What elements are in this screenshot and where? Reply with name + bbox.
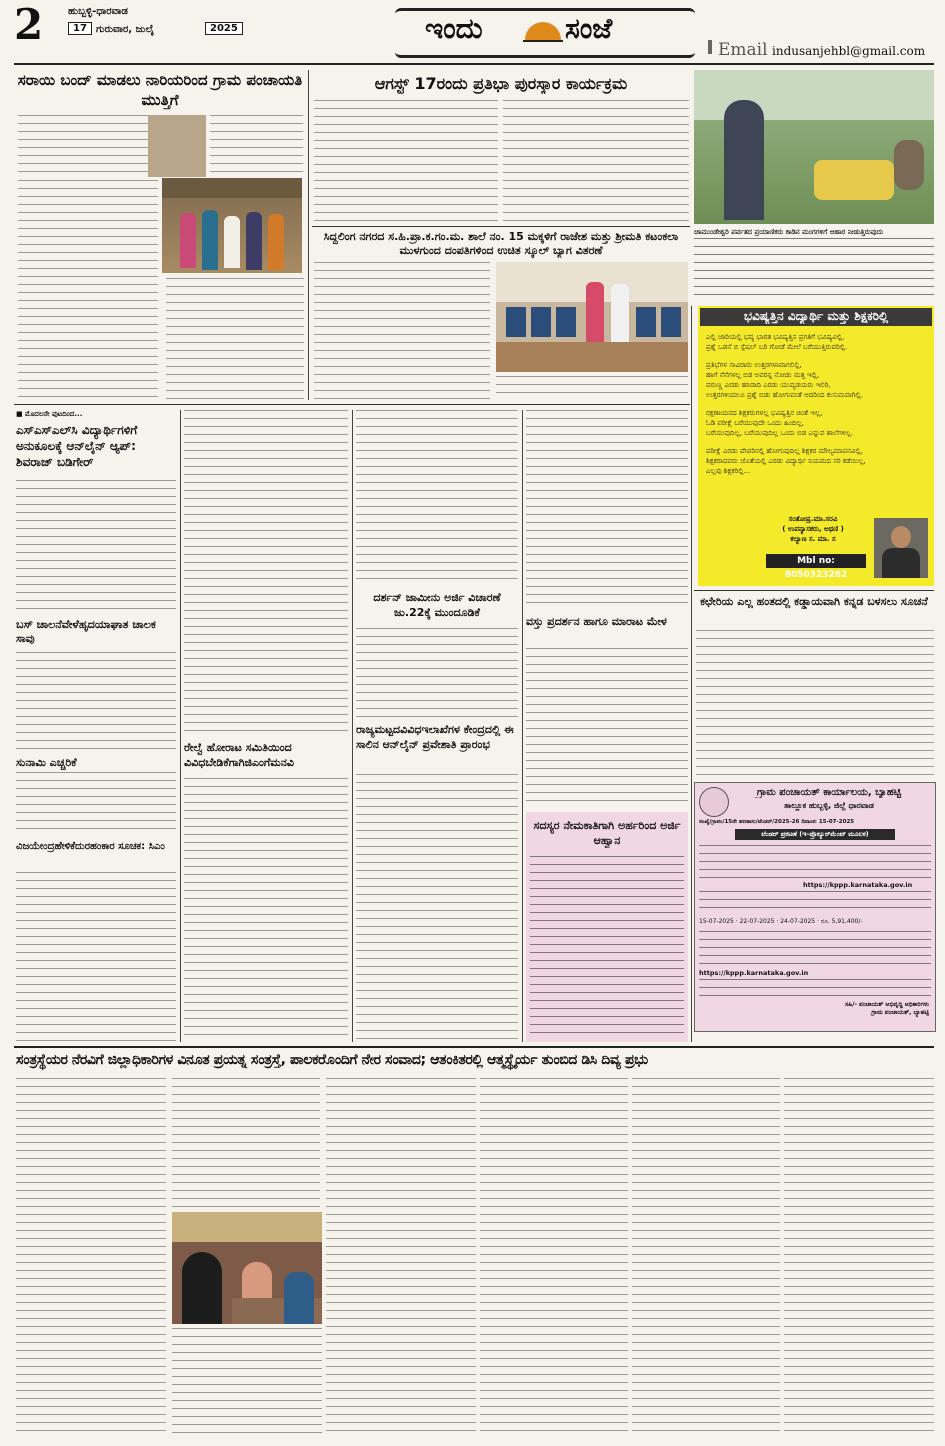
photo-1 bbox=[162, 178, 302, 273]
tender-notice: ಗ್ರಾಮ ಪಂಚಾಯತ್ ಕಾರ್ಯಾಲಯ, ಬ್ಯಾಹಟ್ಟಿ ತಾಲ್ಲೂಕ ಹುಬ್ಬಳ್ಳಿ, ಜಿಲ್ಲೆ ಧಾರವಾಡ ಸಂಖ್ಯೆ/ಗ್ರಾಪಂ/15ನೇ ಹಣಕಾಸು/ಟೆಂಡರ್/2025-26 ದಿನಾಂಕ: 15-07-2025 ಟೆಂಡರ್ ಪ್ರಕಟಣೆ (ಇ-ಪ್ರೊಕ್ಯೂರ್‌ಮೆಂಟ್ ಮೂಲಕ) https://kppp.karnataka.gov.in 15-07-2025 · 22-07-2025 · 24-07-2025 · ರೂ. 5,91,400/- https://kppp.karnataka.gov.in ಸಹಿ/- ಪಂಚಾಯತ್ ಅಭಿವೃದ್ಧಿ ಅಧಿಕಾರಿಗಳು ಗ್ರಾಮ ಪಂಚಾಯತ್, ಬ್ಯಾಹಟ್ಟಿ bbox=[694, 782, 936, 1032]
poem-line: ಪರೀಕ್ಷೆ ಎರಡು ಪೇಪರಿನಲ್ಲಿ ಹೋಗುವುದಿಲ್ಲ ಶಿಕ್ಷಕರ ಮೌಲ್ಯಮಾಪನವಿಲ್ಲಿ, bbox=[706, 447, 863, 455]
emblem-icon bbox=[699, 787, 729, 817]
poem-line: ಶಿಕ್ಷಕರಾದವರು ಜೊತೆಯಲ್ಲಿ ಎರಡು ವಿದ್ಯಾರ್ಥಿ ನಿಯಮದ ಸರಿ ಕಡೆಯಿಲ್ಲ, bbox=[706, 457, 866, 465]
body-11 bbox=[184, 778, 348, 1042]
author-photo bbox=[874, 518, 928, 578]
headline-12: ದರ್ಶನ್ ಜಾಮೀನು ಅರ್ಜಿ ವಿಚಾರಣೆ ಜು.22ಕ್ಕೆ ಮುಂದೂಡಿಕೆ bbox=[373, 591, 501, 619]
poem-box bbox=[698, 306, 934, 586]
masthead-logo bbox=[395, 8, 695, 52]
photo-16 bbox=[172, 1212, 322, 1324]
body-16f bbox=[632, 1078, 780, 1438]
headline-15: ಸದಸ್ಯರ ನೇಮಕಾತಿಗಾಗಿ ಅರ್ಹರಿಂದ ಅರ್ಜಿ ಆಹ್ವಾನ bbox=[533, 819, 681, 847]
body-4 bbox=[314, 262, 490, 400]
logo-right-text: ಸಂಜೆ bbox=[565, 12, 613, 45]
tender-district: ತಾಲ್ಲೂಕ ಹುಬ್ಬಳ್ಳಿ, ಜಿಲ್ಲೆ ಧಾರವಾಡ bbox=[784, 801, 874, 810]
tender-amount: ರೂ. 5,91,400/- bbox=[820, 918, 863, 925]
body-7 bbox=[16, 480, 176, 612]
tender-sign-2: ಗ್ರಾಮ ಪಂಚಾಯತ್, ಬ್ಯಾಹಟ್ಟಿ bbox=[871, 1009, 929, 1016]
masthead-rule bbox=[14, 63, 934, 65]
headline-9: ಸುನಾಮಿ ಎಚ್ಚರಿಕೆ bbox=[16, 756, 77, 769]
poem-lines bbox=[706, 332, 928, 476]
headline-11: ರೇಲ್ವೆ ಹೋರಾಟ ಸಮಿತಿಯಿಂದ ವಿವಿಧಬೇಡಿಕೆಗಾಗಿಜಿಎಂಗೆಮನವಿ bbox=[184, 741, 294, 769]
poem-line: ಓಡಿ ಪರೀಕ್ಷೆ ಬರೆಯುವುದೇ ಒಂದು ಹಿಂದಿಲ್ಲ, bbox=[706, 419, 805, 427]
photo-1-small bbox=[148, 115, 206, 177]
caption-3-body bbox=[694, 238, 934, 302]
headline-6: ಕಛೇರಿಯ ಎಲ್ಲ ಹಂತದಲ್ಲಿ ಕಡ್ಡಾಯವಾಗಿ ಕನ್ನಡ ಬಳಸಲು ಸೂಚನೆ bbox=[700, 595, 928, 608]
body-2b bbox=[503, 100, 689, 222]
body-16g bbox=[784, 1078, 934, 1438]
page-number: 2 bbox=[14, 0, 44, 49]
poem-line: ಪ್ರಶ್ನೆ ಒಡನೆ ಬಿ ಸ್ಪೆಷಲ್ ಬರಿ ಗೋಡೆ ಮೇಲೆ ಬರೆಯುತ್ತಿರುವರಿಲ್ಲಿ. bbox=[706, 343, 848, 351]
body-16c bbox=[172, 1328, 322, 1438]
photo-4 bbox=[496, 262, 688, 372]
body-10 bbox=[16, 872, 176, 1042]
body-6 bbox=[696, 630, 934, 778]
headline-13: ವಸ್ತು ಪ್ರದರ್ಶನ ಹಾಗೂ ಮಾರಾಟ ಮೇಳ bbox=[526, 615, 667, 628]
headline-10: ವಿಜಯೇಂದ್ರಹೇಳಿಕೆದುರಹಂಕಾರ ಸೂಚಕ: ಸಿಎಂ bbox=[16, 841, 165, 852]
tender-url-2[interactable]: https://kppp.karnataka.gov.in bbox=[699, 969, 809, 977]
logo-left-text: ಇಂದು bbox=[425, 12, 483, 45]
body-2a bbox=[314, 100, 498, 222]
tender-date-3: 24-07-2025 bbox=[780, 918, 816, 925]
body-1c bbox=[18, 180, 158, 400]
body-16b bbox=[172, 1078, 320, 1208]
continued-kicker: ■ ಮೊದಲನೇ ಪುಟದಿಂದ... bbox=[16, 410, 83, 418]
masthead-weekday: ಗುರುವಾರ, ಜುಲೈ bbox=[96, 24, 155, 35]
email-label: Email bbox=[718, 40, 768, 60]
tender-sign-1: ಸಹಿ/- ಪಂಚಾಯತ್ ಅಭಿವೃದ್ಧಿ ಅಧಿಕಾರಿಗಳು bbox=[844, 1001, 929, 1008]
headline-8: ಬಸ್ ಚಾಲನೆವೇಳೆಹೃದಯಾಘಾತ ಚಾಲಕ ಸಾವು bbox=[16, 618, 156, 645]
poem-mobile: Mbl no: 8050323262 bbox=[766, 554, 866, 568]
masthead-location: ಹುಬ್ಬಳ್ಳಿ-ಧಾರವಾಡ bbox=[68, 6, 128, 17]
caption-4 bbox=[496, 376, 688, 400]
caption-3: ಚಾಮುಂಡೇಶ್ವರಿ ಪರ್ವತದ ಪ್ರಯಾಣಿಕರು ಕಾಡಿನ ಮಂಗಗಳಿಗೆ ಆಹಾರ ನೀಡುತ್ತಿರುವುದು bbox=[694, 228, 884, 236]
poem-line: ಎಲ್ಲವು ಶಿಕ್ಷಕರಿಲ್ಲಿ... bbox=[706, 467, 751, 475]
body-14 bbox=[356, 774, 518, 1042]
tender-org: ಗ್ರಾಮ ಪಂಚಾಯತ್ ಕಾರ್ಯಾಲಯ, ಬ್ಯಾಹಟ್ಟಿ bbox=[756, 787, 902, 798]
poem-line: ಪ್ರತಿಭೆಗಳ ಸಾವಿರಾರು ಉತ್ತರಗಳಾವಾಗಲಿಲ್ಲಿ, bbox=[706, 361, 802, 369]
tender-ref: ಸಂಖ್ಯೆ/ಗ್ರಾಪಂ/15ನೇ ಹಣಕಾಸು/ಟೆಂಡರ್/2025-26 ದಿನಾಂಕ: 15-07-2025 bbox=[699, 819, 855, 825]
body-16e bbox=[480, 1078, 628, 1438]
body-12 bbox=[356, 628, 518, 720]
poem-line: ಉತ್ತರಗಳಿಂದಲೂ ಪ್ರಶ್ನೆ ಬಿಡು ಹೋಗುವಂತೆ ಆದರಿಂದ ಕುಸುಮವಾಗಿಲ್ಲಿ. bbox=[706, 391, 864, 399]
body-1a bbox=[18, 115, 148, 175]
recruitment-box bbox=[526, 812, 688, 1042]
tender-date-1: 15-07-2025 bbox=[699, 918, 734, 925]
headline-14: ರಾಜ್ಯಮಟ್ಟದವಿವಿಧಇಲಾಖೆಗಳ ಕೇಂದ್ರದಲ್ಲಿ ಈ ಸಾಲಿನ ಆನ್‌ಲೈನ್ ಪ್ರವೇಶಾತಿ ಪ್ರಾರಂಭ bbox=[356, 723, 514, 751]
poem-line: ಎಲ್ಲಿ ಜಾರಿಯಲ್ಲಿ ಭವ್ಯ ಭಾರತ ಭವಿಷ್ಯತ್ತಿನ ಪ್ರಗತಿಗೆ ಭವಿಷ್ಯವಿಲ್ಲಿ, bbox=[706, 333, 845, 341]
body-16a bbox=[16, 1078, 166, 1438]
tender-title: ಟೆಂಡರ್ ಪ್ರಕಟಣೆ (ಇ-ಪ್ರೊಕ್ಯೂರ್‌ಮೆಂಟ್ ಮೂಲಕ) bbox=[735, 829, 895, 840]
headline-16: ಸಂತ್ರಸ್ಥೆಯರ ನೆರವಿಗೆ ಜಿಲ್ಲಾಧಿಕಾರಿಗಳ ವಿನೂತ ಪ್ರಯತ್ನ ಸಂತ್ರಸ್ತೆ, ಪಾಲಕರೊಂದಿಗೆ ನೇರ ಸಂವಾದ; ಆತಂಕಿತರಲ್ಲಿ ಆತ್ಮಸ್ಥೈರ್ಯ ತುಂಬಿದ ಡಿಸಿ ದಿವ್ಯ ಪ್ರಭು bbox=[16, 1052, 648, 1068]
body-col2 bbox=[184, 410, 348, 736]
poem-author-role: ( ಉಪನ್ಯಾಸಕರು, ಅಥಣಿ ) bbox=[782, 525, 844, 533]
body-13 bbox=[526, 648, 688, 808]
headline-4: ಸಿದ್ದಲಿಂಗ ನಗರದ ಸ.ಹಿ.ಪ್ರಾ.ಕ.ಗಂ.ಮ. ಶಾಲೆ ನಂ. 15 ಮಕ್ಕಳಿಗೆ ರಾಜೇಶ ಮತ್ತು ಶ್ರೀಮತಿ ಕಟಂಕಲಾ ಮುಳಗುಂದ ದಂಪತಿಗಳಿಂದ ಉಚಿತ ಸ್ಕೂಲ್ ಬ್ಯಾಗ ವಿತರಣೆ bbox=[323, 230, 679, 257]
tender-date-2: 22-07-2025 bbox=[739, 918, 775, 925]
headline-2: ಆಗಸ್ಟ್ 17ರಂದು ಪ್ರತಿಭಾ ಪುರಸ್ಕಾರ ಕಾರ್ಯಕ್ರಮ bbox=[374, 74, 628, 93]
poem-author-place: ಕಲ್ಯಾಣ ಸ. ಮಾ. ಸ bbox=[790, 535, 836, 543]
headline-1: ಸರಾಯಿ ಬಂದ್ ಮಾಡಲು ನಾರಿಯರಿಂದ ಗ್ರಾಮ ಪಂಚಾಯತಿ ಮುತ್ತಿಗೆ bbox=[17, 71, 303, 109]
photo-3 bbox=[694, 70, 934, 224]
email-bar bbox=[708, 40, 712, 54]
body-col4 bbox=[526, 410, 688, 610]
body-9 bbox=[16, 772, 176, 836]
masthead-date: 17 bbox=[68, 22, 92, 35]
email-address[interactable]: indusanjehbl@gmail.com bbox=[772, 44, 926, 58]
body-16d bbox=[326, 1078, 476, 1438]
poem-title: ಭವಿಷ್ಯತ್ತಿನ ವಿದ್ಯಾರ್ಥಿ ಮತ್ತು ಶಿಕ್ಷಕರಿಲ್ಲಿ bbox=[743, 309, 889, 323]
poem-line: ರಕ್ಷಣಾಯನದ ಶಿಕ್ಷಕರುಗಳಲ್ಲ ಭವಿಷ್ಯತ್ತಿನ ಚಿಂತೆ ಇಲ್ಲ, bbox=[706, 409, 823, 417]
body-col3 bbox=[356, 410, 518, 586]
body-1b bbox=[210, 115, 303, 175]
headline-7: ಎಸ್‌ಎಸ್‌ಎಲ್‌ಸಿ ವಿದ್ಯಾರ್ಥಿಗಳಿಗೆ ಅನುಕೂಲಕ್ಕೆ ಆನ್‌ಲೈನ್ ಆ್ಯಪ್: ಶಿವರಾಜ್ ಬಡಿಗೇರ್ bbox=[16, 423, 138, 469]
poem-line: ಹಾಗೆ ನೆನೆಗಳಲ್ಲ ಬಿಡ ಅವರನ್ನ ನೋಡು ಮತ್ತ ಇಲ್ಲಿ, bbox=[706, 371, 820, 379]
body-1d bbox=[166, 278, 304, 400]
body-8 bbox=[16, 652, 176, 752]
poem-line: ವರುಣ್ಣ ಎರಡು ಹಸಿರಾದಿ ಎರಡು ಯುವ್ಯಡಯರು ಇಲಿರಿ, bbox=[706, 381, 831, 389]
sunset-icon bbox=[523, 18, 563, 44]
masthead-year: 2025 bbox=[205, 22, 243, 35]
poem-author-name: ಸಂತೋಷ್ರ.ಮಾ.ಸರವಿ bbox=[788, 515, 838, 523]
poem-line: ಬರೆಯುವುದಿಲ್ಲ, ಬರೆಯುವುದಿಲ್ಲ ಒಂದು ಬಿಡ ಎನ್ನುವ ಶಾಲೆಗಳಿಲ್ಲ. bbox=[706, 429, 854, 437]
tender-url-1[interactable]: https://kppp.karnataka.gov.in bbox=[803, 881, 913, 889]
